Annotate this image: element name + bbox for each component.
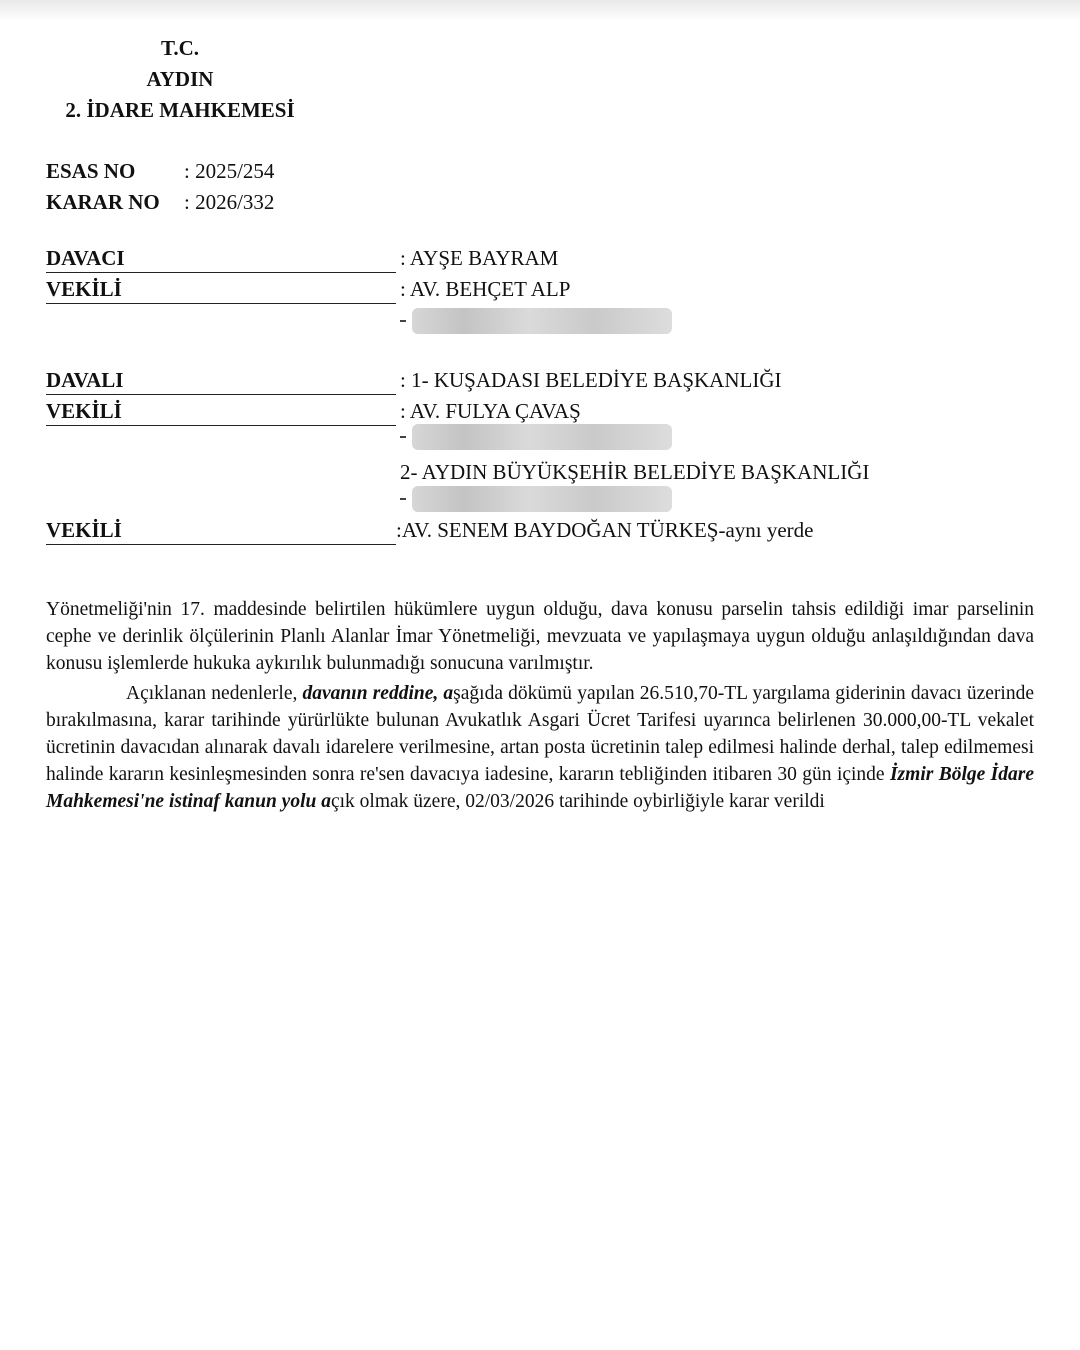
header-city: AYDIN bbox=[146, 67, 214, 91]
judgment-intro: Açıklanan nedenlerle, bbox=[126, 683, 303, 704]
davali2-value: 2- AYDIN BÜYÜKŞEHİR BELEDİYE BAŞKANLIĞI bbox=[400, 460, 870, 484]
esas-label: ESAS NO bbox=[46, 159, 136, 183]
karar-label: KARAR NO bbox=[46, 190, 160, 214]
decision-text bbox=[46, 596, 1034, 818]
davali2-vekil-label: VEKİLİ bbox=[46, 515, 396, 545]
karar-value: : 2026/332 bbox=[184, 190, 275, 214]
davaci-vekil-row bbox=[46, 274, 1046, 304]
judgment-appeal-court: İzmir Bölge İdare Mahkemesi'ne istinaf kanun yolu a bbox=[46, 764, 1034, 812]
header-tc: T.C. bbox=[160, 36, 200, 60]
davali-value: : 1- KUŞADASI BELEDİYE BAŞKANLIĞI bbox=[400, 368, 782, 392]
scan-top-shadow bbox=[0, 0, 1080, 22]
header-court-name: 2. İDARE MAHKEMESİ bbox=[65, 98, 295, 122]
paragraph-judgment bbox=[46, 680, 1034, 815]
davali-label: DAVALI bbox=[46, 365, 396, 395]
davali-vekil-label: VEKİLİ bbox=[46, 396, 396, 426]
davaci-value: : AYŞE BAYRAM bbox=[400, 246, 559, 270]
court-header bbox=[30, 33, 330, 126]
davaci-row bbox=[46, 243, 1046, 273]
davaci-label: DAVACI bbox=[46, 243, 396, 273]
davali2-vekil-row bbox=[46, 515, 1046, 545]
judgment-rejection: davanın reddine, a bbox=[302, 683, 454, 704]
davali-vekil-value: : AV. FULYA ÇAVAŞ bbox=[400, 399, 581, 423]
davali2-vekil-value: :AV. SENEM BAYDOĞAN TÜRKEŞ-aynı yerde bbox=[396, 518, 814, 542]
esas-value: : 2025/254 bbox=[184, 159, 275, 183]
davali-vekil-row bbox=[46, 396, 1046, 426]
judgment-closing: çık olmak üzere, 02/03/2026 tarihinde oybirliğiyle karar verildi bbox=[330, 791, 825, 812]
karar-row bbox=[46, 187, 274, 218]
judgment-costs: şağıda dökümü yapılan 26.510,70-TL yargılama giderinin davacı üzerinde bırakılmasına, karar tarihinde yürürlükte bulunan Avukatlık Asgari Ücret Tarifesi uyarınca belirlenen 30.000,00-TL vekalet ücretinin davacıdan alınarak davalı idarelere verilmesine, artan posta ücretinin talep edilmesi halinde derhal, talep edilmemesi halinde kararın kesinleşmesinden sonra re'sen davacıya iadesine, kararın tebliğinden itibaren 30 gün içinde bbox=[46, 683, 1034, 785]
case-info bbox=[46, 156, 274, 218]
davaci-vekil-value: : AV. BEHÇET ALP bbox=[400, 277, 571, 301]
davali-row bbox=[46, 365, 1046, 395]
esas-row bbox=[46, 156, 274, 187]
redacted-address bbox=[400, 424, 675, 450]
davaci-vekil-label: VEKİLİ bbox=[46, 274, 396, 304]
redacted-address bbox=[400, 308, 675, 334]
paragraph-reasoning: Yönetmeliği'nin 17. maddesinde belirtilen hükümlere uygun olduğu, dava konusu parselin tahsis edildiği imar parselinin cephe ve derinlik ölçülerinin Planlı Alanlar İmar Yönetmeliği, mevzuata ve yapılaşmaya uygun olduğu anlaşıldığından dava konusu işlemlerde hukuka aykırılık bulunmadığı sonucuna varılmıştır. bbox=[46, 599, 1034, 674]
redacted-address bbox=[400, 486, 675, 512]
